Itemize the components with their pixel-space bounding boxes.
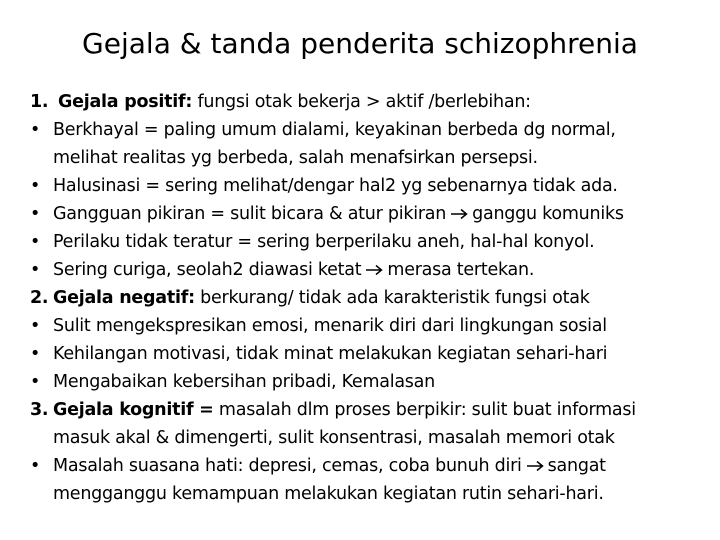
section-number: 3. xyxy=(30,400,49,420)
section-heading-text xyxy=(53,398,636,422)
list-item-text: Kehilangan motivasi, tidak minat melakukan kegiatan sehari-hari xyxy=(53,344,608,364)
list-item-text: melihat realitas yg berbeda, salah menafsirkan persepsi. xyxy=(53,148,538,168)
bullet-marker: • xyxy=(30,344,41,364)
list-item-text: Mengabaikan kebersihan pribadi, Kemalasan xyxy=(53,372,435,392)
section-heading-bold: Gejala negatif: xyxy=(53,288,195,308)
list-item-text: mengganggu kemampuan melakukan kegiatan rutin sehari-hari. xyxy=(53,484,604,504)
slide-title: Gejala & tanda penderita schizophrenia xyxy=(82,27,638,60)
list-item-text-part: Gangguan pikiran = sulit bicara & atur pikiran xyxy=(53,204,447,224)
bullet-marker: • xyxy=(30,176,41,196)
section-number: 1. xyxy=(30,92,49,112)
list-item-text xyxy=(53,454,606,478)
list-item-text xyxy=(53,258,534,282)
section-heading-bold: Gejala positif: xyxy=(58,92,193,112)
right-arrow-icon xyxy=(526,460,544,472)
bullet-marker: • xyxy=(30,204,41,224)
right-arrow-icon xyxy=(365,264,383,276)
bullet-marker: • xyxy=(30,120,41,140)
list-item-text: Berkhayal = paling umum dialami, keyakinan berbeda dg normal, xyxy=(53,120,616,140)
bullet-marker: • xyxy=(30,232,41,252)
list-item-text xyxy=(53,202,624,226)
section-heading-rest: fungsi otak bekerja > aktif /berlebihan: xyxy=(192,92,531,112)
list-item-text-part: Sering curiga, seolah2 diawasi ketat xyxy=(53,260,362,280)
section-heading-bold: Gejala kognitif = xyxy=(53,400,214,420)
bullet-marker: • xyxy=(30,260,41,280)
section-heading-text xyxy=(58,90,531,114)
list-item-text: Perilaku tidak teratur = sering berperilaku aneh, hal-hal konyol. xyxy=(53,232,595,252)
bullet-marker: • xyxy=(30,372,41,392)
section-heading-text xyxy=(53,286,590,310)
section-number: 2. xyxy=(30,288,49,308)
list-item-text-part: merasa tertekan. xyxy=(387,260,535,280)
section-heading-text: masuk akal & dimengerti, sulit konsentrasi, masalah memori otak xyxy=(53,428,615,448)
list-item-text-part: sangat xyxy=(547,456,606,476)
list-item-text-part: Masalah suasana hati: depresi, cemas, coba bunuh diri xyxy=(53,456,522,476)
list-item-text-part: ganggu komuniks xyxy=(472,204,624,224)
right-arrow-icon xyxy=(450,208,468,220)
list-item-text: Sulit mengekspresikan emosi, menarik diri dari lingkungan sosial xyxy=(53,316,607,336)
bullet-marker: • xyxy=(30,316,41,336)
list-item-text: Halusinasi = sering melihat/dengar hal2 yg sebenarnya tidak ada. xyxy=(53,176,618,196)
bullet-marker: • xyxy=(30,456,41,476)
section-heading-rest: berkurang/ tidak ada karakteristik fungsi otak xyxy=(194,288,590,308)
section-heading-rest: masalah dlm proses berpikir: sulit buat informasi xyxy=(213,400,636,420)
